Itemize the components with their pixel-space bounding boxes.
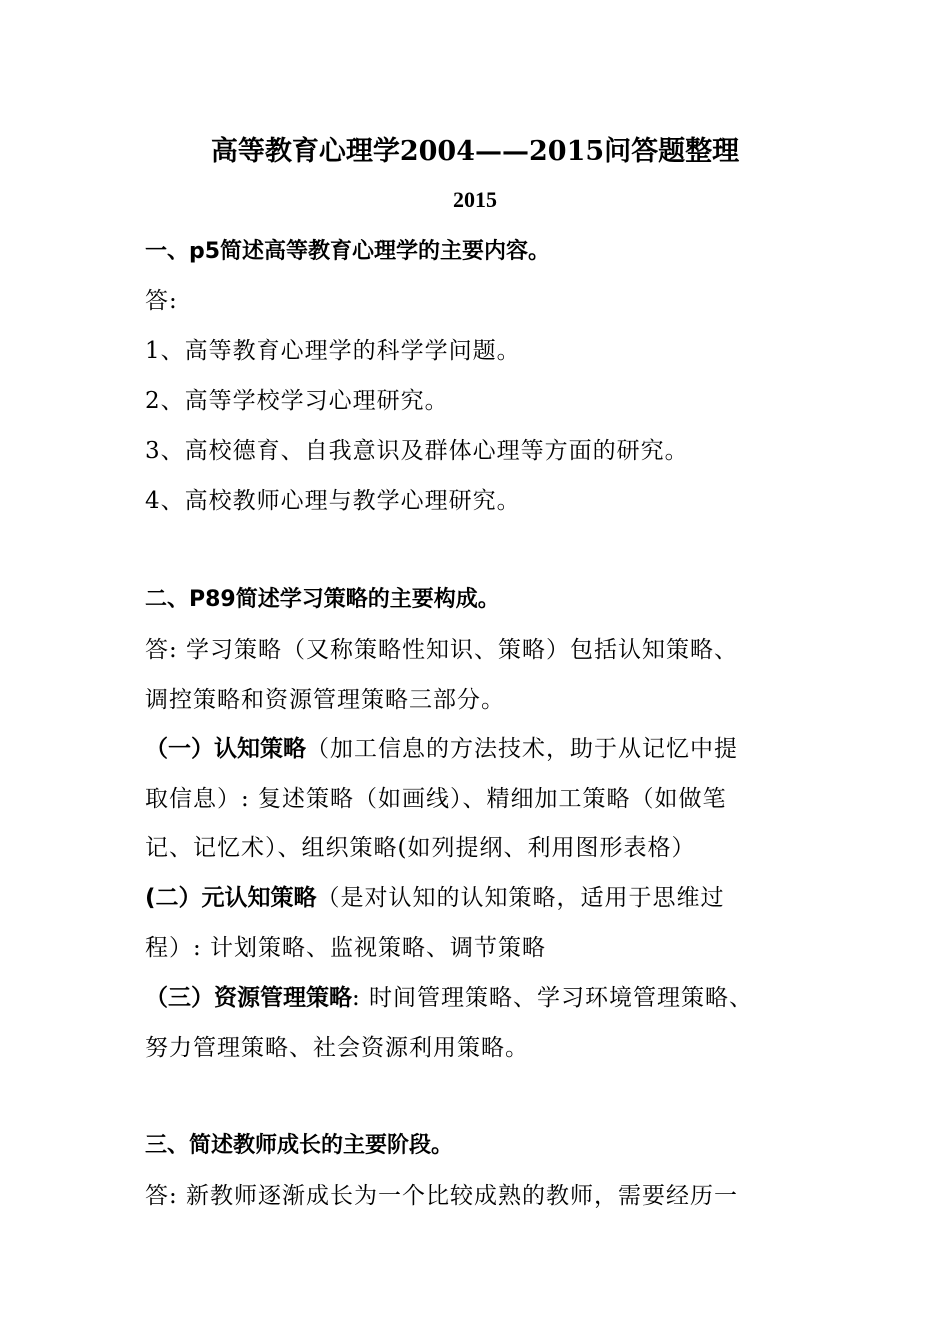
q2-section-3-title: （三）资源管理策略 [145,985,352,1011]
q3-heading: 三、简述教师成长的主要阶段。 [145,1133,454,1158]
q2-section-2-title: (二）元认知策略 [145,885,317,911]
q2-section-1-desc: （加工信息的方法技术，助于从记忆中提 [306,736,738,762]
q2-heading: 二、P89简述学习策略的主要构成。 [145,587,500,612]
document-title: 高等教育心理学2004——2015问答题整理 [210,136,740,167]
q2-section-2-line-1 [145,880,845,916]
q1-item-1: 1、高等教育心理学的科学学问题。 [145,338,521,364]
q2-intro-line-1: 答: 学习策略（又称策略性知识、策略）包括认知策略、 [145,637,739,663]
q1-heading: 一、p5简述高等教育心理学的主要内容。 [145,239,551,264]
q2-section-3-desc: : 时间管理策略、学习环境管理策略、 [352,985,754,1011]
q2-section-3-line-1 [145,980,845,1016]
q2-section-2-desc: （是对认知的认知策略，适用于思维过 [316,885,725,911]
q2-section-1-line-1 [145,731,845,767]
q2-intro-line-2: 调控策略和资源管理策略三部分。 [145,687,505,713]
q2-section-2-line-2: 程）: 计划策略、监视策略、调节策略 [145,935,547,961]
q1-answer-label: 答: [145,288,178,314]
section-year: 2015 [453,187,497,212]
q2-section-1-line-3: 记、记忆术）、组织策略(如列提纲、利用图形表格） [145,835,696,861]
q3-answer-line-1: 答: 新教师逐渐成长为一个比较成熟的教师，需要经历一 [145,1183,739,1209]
q2-section-3-line-2: 努力管理策略、社会资源利用策略。 [145,1035,529,1061]
q1-item-2: 2、高等学校学习心理研究。 [145,388,449,414]
q2-section-1-line-2: 取信息）: 复述策略（如画线）、精细加工策略（如做笔 [145,786,727,812]
q1-item-3: 3、高校德育、自我意识及群体心理等方面的研究。 [145,438,689,464]
q1-item-4: 4、高校教师心理与教学心理研究。 [145,488,521,514]
q2-section-1-title: （一）认知策略 [145,736,306,762]
